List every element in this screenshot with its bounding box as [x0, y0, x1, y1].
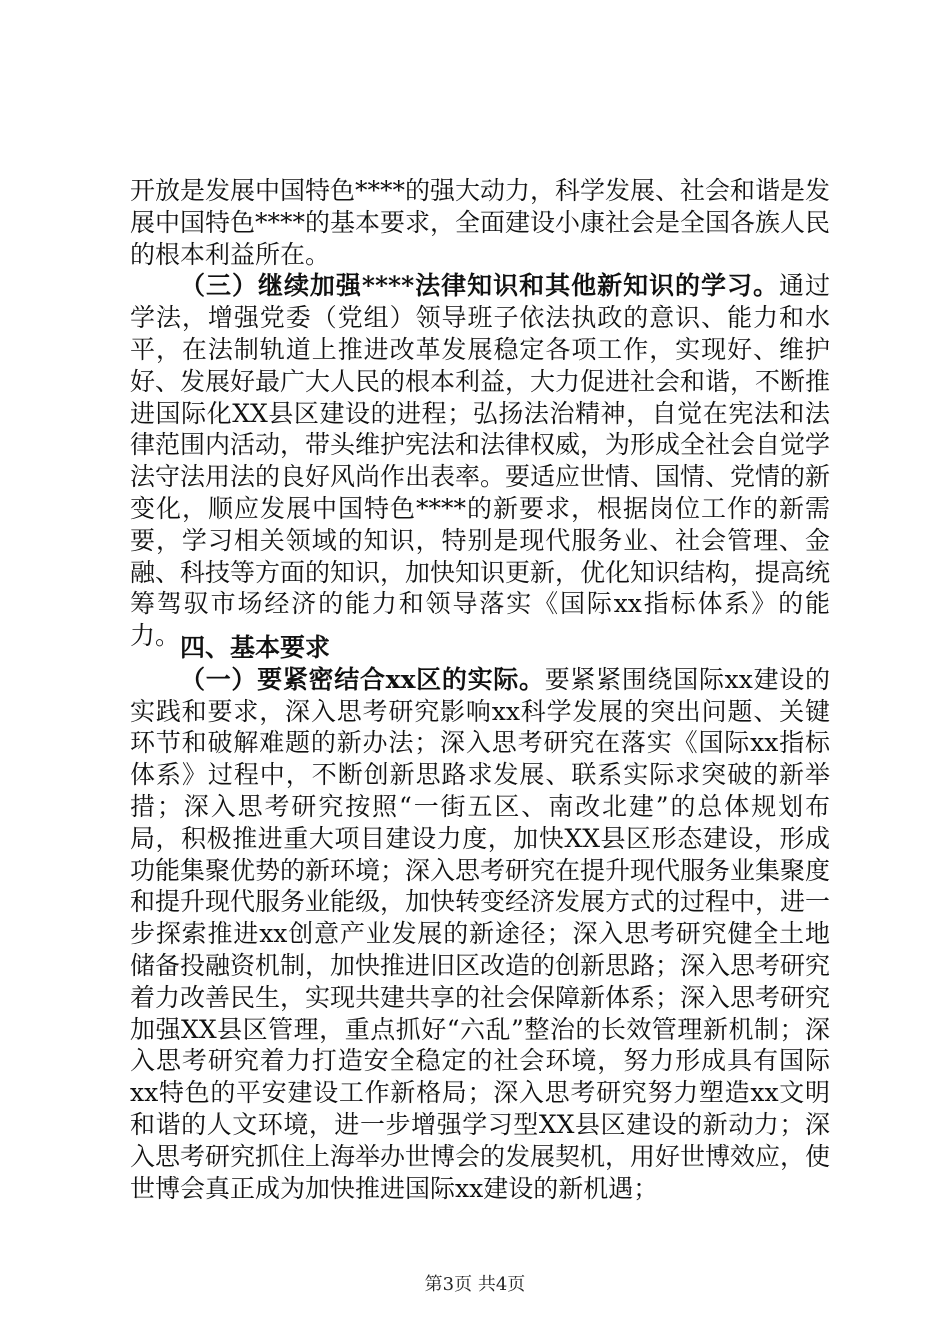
paragraph-continuation: 开放是发展中国特色****的强大动力，科学发展、社会和谐是发展中国特色****的基本要求，全面建设小康社会是全国各族人民的根本利益所在。: [130, 176, 831, 269]
section-heading: 四、基本要求: [180, 633, 331, 662]
paragraph-body-text: 通过学法，增强党委（党组）领导班子依法执政的意识、能力和水平，在法制轨道上推进改革发展稳定各项工作，实现好、维护好、发展好最广大人民的根本利益，大力促进社会和谐，不断推进国际化XX县区建设的进程；弘扬法治精神，自觉在宪法和法律范围内活动，带头维护宪法和法律权威，为形成全社会自觉学法守法用法的良好风尚作出表率。要适应世情、国情、党情的新变化，顺应发展中国特色****的新要求，根据岗位工作的新需要，学习相关领域的知识，特别是现代服务业、社会管理、金融、科技等方面的知识，加快知识更新，优化知识结构，提高统筹驾驭市场经济的能力和领导落实《国际xx指标体系》的能力。: [130, 271, 831, 651]
paragraph-lead-heading: （三）继续加强****法律知识和其他新知识的学习。: [180, 271, 779, 301]
body-text-upper: [130, 175, 830, 652]
paragraph-section-three: [130, 270, 830, 652]
body-text-lower: [130, 632, 830, 1204]
paragraph-body-text: 要紧紧围绕国际xx建设的实践和要求，深入思考研究影响xx科学发展的突出问题、关键环节和破解难题的新办法；深入思考研究在落实《国际xx指标体系》过程中，不断创新思路求发展、联系实际求突破的新举措；深入思考研究按照“一街五区、南改北建”的总体规划布局，积极推进重大项目建设力度，加快XX县区形态建设，形成功能集聚优势的新环境；深入思考研究在提升现代服务业集聚度和提升现代服务业能级，加快转变经济发展方式的过程中，进一步探索推进xx创意产业发展的新途径；深入思考研究健全土地储备投融资机制，加快推进旧区改造的创新思路；深入思考研究着力改善民生，实现共建共享的社会保障新体系；深入思考研究加强XX县区管理，重点抓好“六乱”整治的长效管理新机制；深入思考研究着力打造安全稳定的社会环境，努力形成具有国际xx特色的平安建设工作新格局；深入思考研究努力塑造xx文明和谐的人文环境，进一步增强学习型XX县区建设的新动力；深入思考研究抓住上海举办世博会的发展契机，用好世博效应，使世博会真正成为加快推进国际xx建设的新机遇；: [130, 664, 831, 1203]
paragraph-lead-heading: （一）要紧密结合xx区的实际。: [180, 664, 545, 694]
paragraph-section-four-one: [130, 664, 830, 1205]
page-number-footer: 第3页 共4页: [424, 1274, 526, 1295]
